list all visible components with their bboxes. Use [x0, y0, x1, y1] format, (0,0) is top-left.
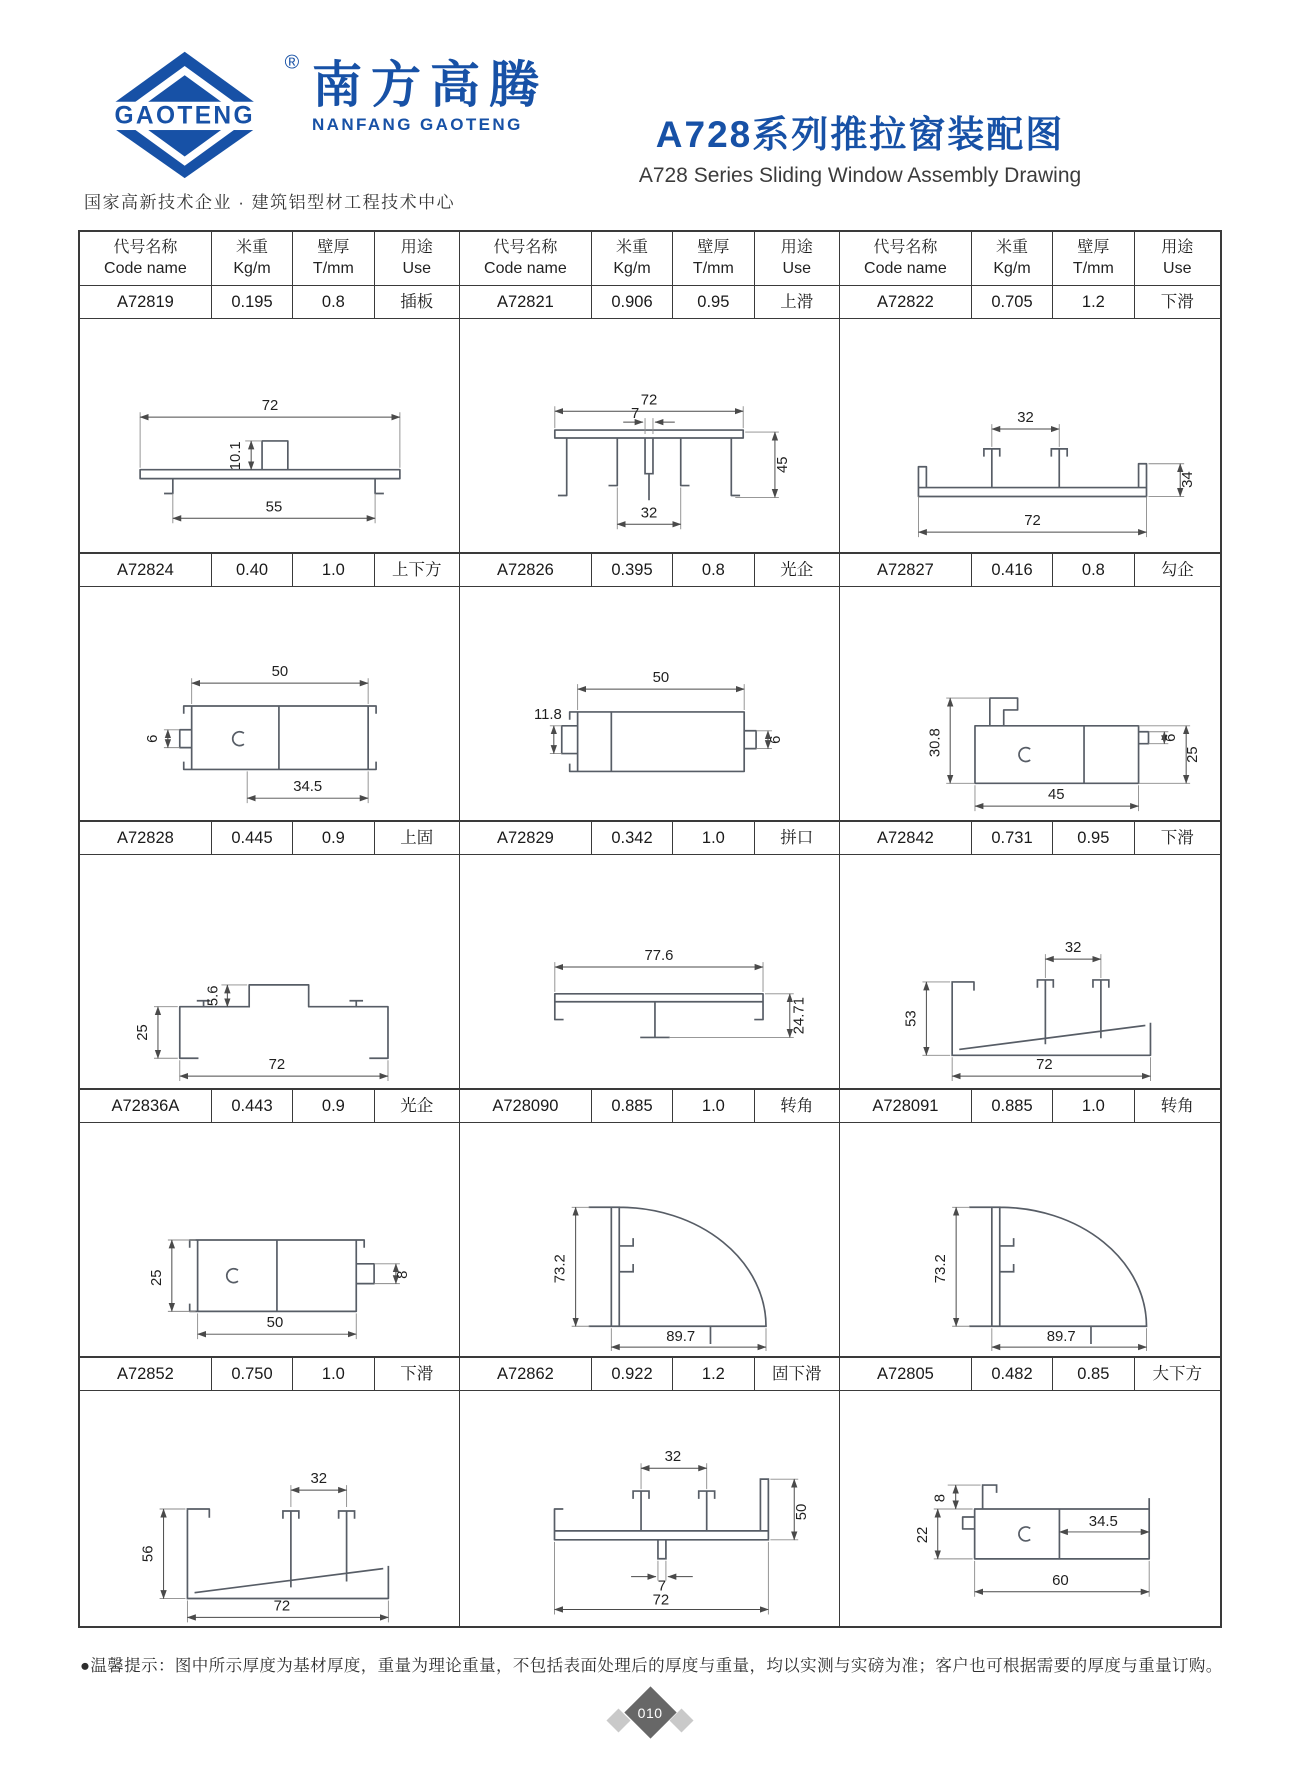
code-cell: A72819: [80, 286, 212, 319]
profile-svg: [80, 855, 459, 1088]
code-cell: A728090: [460, 1090, 592, 1123]
profile-outline: [140, 441, 400, 494]
profile-outline: [555, 430, 743, 499]
col-header-kg: 米重 Kg/m: [972, 232, 1053, 286]
page-title-en: A728 Series Sliding Window Assembly Drawing: [638, 164, 1082, 187]
profile-svg: [460, 1391, 839, 1626]
kg-cell: 0.416: [972, 554, 1053, 587]
brand-name-cn: 南方高腾: [312, 57, 548, 113]
extension-lines: [918, 424, 1184, 537]
profile-drawing-A72821: [460, 319, 840, 554]
page-number-diamonds: [608, 1694, 692, 1746]
profile-drawing-A72822: [840, 319, 1220, 554]
use-cell: 下滑: [1135, 286, 1220, 319]
profile-svg: [840, 319, 1220, 552]
code-cell: A72842: [840, 822, 972, 855]
dimension-label: 50: [271, 664, 289, 681]
code-cell: A72862: [460, 1358, 592, 1391]
use-cell: 光企: [375, 1090, 460, 1123]
profile-svg: [80, 587, 459, 820]
profile-svg: [460, 855, 839, 1088]
use-cell: 拼口: [755, 822, 840, 855]
dimension-label: 32: [1064, 940, 1082, 957]
t-cell: 1.2: [673, 1358, 754, 1391]
profile-svg: [840, 855, 1220, 1088]
col-header-t: 壁厚 T/mm: [673, 232, 754, 286]
brand-name-en: NANFANG GAOTENG: [312, 115, 523, 134]
profile-drawing-A728091: [840, 1123, 1220, 1358]
use-cell: 转角: [1135, 1090, 1220, 1123]
t-cell: 0.95: [1053, 822, 1134, 855]
gaoteng-logo: [82, 48, 310, 180]
page-number-badge: [624, 1686, 676, 1738]
dimension-label: 5.6: [205, 985, 222, 1007]
profile-drawing-A72827: [840, 587, 1220, 822]
dimension-label: 60: [1052, 1571, 1069, 1589]
drawing-row: [80, 1123, 1220, 1358]
profile-outline: [975, 698, 1149, 783]
dimension-label: 25: [148, 1269, 165, 1286]
footer-note: ●温馨提示：图中所示厚度为基材厚度，重量为理论重量，不包括表面处理后的厚度与重量，均以实测与实磅为准；客户也可根据需要的厚度与重量订购。: [80, 1657, 1223, 1675]
col-header-use: 用途 Use: [1135, 232, 1220, 286]
code-cell: A72827: [840, 554, 972, 587]
profile-outline: [555, 994, 763, 1038]
dimension-label: 50: [652, 670, 670, 687]
code-cell: A72836A: [80, 1090, 212, 1123]
profile-drawing-A72829: [460, 855, 840, 1090]
code-cell: A72805: [840, 1358, 972, 1391]
use-cell: 插板: [375, 286, 460, 319]
dimension-label: 56: [139, 1545, 157, 1563]
col-header-t: 壁厚 T/mm: [293, 232, 374, 286]
dimension-label: 72: [273, 1597, 291, 1615]
page-title-block: [560, 104, 1160, 188]
use-cell: 上下方: [375, 554, 460, 587]
dimension-label: 77.6: [644, 948, 674, 965]
extension-lines: [555, 406, 779, 529]
t-cell: 0.85: [1053, 1358, 1134, 1391]
dimension-label: 32: [664, 1448, 682, 1466]
dimension-label: 72: [1036, 1057, 1053, 1074]
code-cell: A72826: [460, 554, 592, 587]
kg-cell: 0.705: [972, 286, 1053, 319]
profile-svg: [840, 1123, 1220, 1356]
kg-cell: 0.482: [972, 1358, 1053, 1391]
dimension-label: 34.5: [293, 779, 323, 796]
company-subtitle: 国家高新技术企业 · 建筑铝型材工程技术中心: [84, 193, 456, 212]
code-cell: A72821: [460, 286, 592, 319]
dimension-label: 8: [394, 1270, 411, 1279]
registered-mark: ®: [284, 51, 300, 74]
profile-drawing-A72805: [840, 1391, 1220, 1626]
page-title-cn: A728系列推拉窗装配图: [655, 114, 1065, 155]
dimension-label: 25: [1185, 746, 1202, 763]
table-row: [80, 1090, 1220, 1123]
profile-svg: [460, 587, 839, 820]
profile-drawing-A72826: [460, 587, 840, 822]
t-cell: 0.8: [293, 286, 374, 319]
profile-svg: [460, 1123, 839, 1356]
extension-lines: [946, 698, 1190, 811]
dimension-label: 32: [640, 505, 658, 522]
profile-svg: [80, 1391, 459, 1626]
dimension-label: 45: [1048, 787, 1065, 804]
code-cell: A72852: [80, 1358, 212, 1391]
kg-cell: 0.443: [212, 1090, 293, 1123]
profile-svg: [80, 319, 459, 552]
dimension-label: 8: [931, 1493, 949, 1503]
col-header-t: 壁厚 T/mm: [1053, 232, 1134, 286]
profile-drawing-A72842: [840, 855, 1220, 1090]
dimension-label: 73.2: [933, 1254, 950, 1284]
extension-lines: [164, 678, 368, 803]
kg-cell: 0.885: [592, 1090, 673, 1123]
page-number: 010: [638, 1704, 663, 1721]
table-row: [80, 554, 1220, 587]
kg-cell: 0.342: [592, 822, 673, 855]
logo-text: GAOTENG: [114, 102, 255, 130]
dimension-label: 50: [793, 1503, 811, 1521]
profile-outline: [590, 1207, 766, 1346]
code-cell: A72829: [460, 822, 592, 855]
dimension-label: 55: [265, 499, 283, 516]
table-header-row: [80, 232, 1220, 286]
kg-cell: 0.885: [972, 1090, 1053, 1123]
t-cell: 1.0: [293, 1358, 374, 1391]
dimension-label: 11.8: [533, 706, 562, 723]
profile-outline: [562, 712, 756, 771]
use-cell: 上固: [375, 822, 460, 855]
table-row: [80, 822, 1220, 855]
dimension-label: 72: [1024, 513, 1041, 530]
page-number-area: [0, 1688, 1300, 1758]
profile-svg: [840, 587, 1220, 820]
use-cell: 固下滑: [755, 1358, 840, 1391]
t-cell: 0.8: [673, 554, 754, 587]
dimension-label: 24.71: [791, 997, 808, 1035]
t-cell: 1.2: [1053, 286, 1134, 319]
use-cell: 勾企: [1135, 554, 1220, 587]
kg-cell: 0.750: [212, 1358, 293, 1391]
col-header-kg: 米重 Kg/m: [212, 232, 293, 286]
dimension-label: 72: [652, 1591, 670, 1609]
drawing-row: [80, 1391, 1220, 1626]
profile-drawing-A72828: [80, 855, 460, 1090]
profile-drawing-A728090: [460, 1123, 840, 1358]
profile-outline: [180, 706, 376, 769]
t-cell: 1.0: [673, 1090, 754, 1123]
dimension-label: 6: [767, 735, 784, 744]
profile-drawing-A72824: [80, 587, 460, 822]
t-cell: 1.0: [293, 554, 374, 587]
dimension-label: 89.7: [666, 1329, 696, 1346]
kg-cell: 0.906: [592, 286, 673, 319]
col-header-use: 用途 Use: [755, 232, 840, 286]
kg-cell: 0.922: [592, 1358, 673, 1391]
dimension-label: 72: [261, 398, 279, 415]
dimension-label: 45: [774, 456, 791, 474]
code-cell: A72824: [80, 554, 212, 587]
use-cell: 上滑: [755, 286, 840, 319]
dimension-label: 32: [1017, 410, 1034, 427]
dimension-label: 6: [1163, 733, 1180, 742]
dimension-label: 34.5: [1088, 1512, 1118, 1530]
profile-svg: [460, 319, 839, 552]
profile-outline: [555, 1479, 769, 1559]
code-cell: A728091: [840, 1090, 972, 1123]
use-cell: 下滑: [1135, 822, 1220, 855]
dimension-label: 10.1: [228, 441, 245, 471]
dimension-label: 72: [268, 1057, 286, 1074]
kg-cell: 0.731: [972, 822, 1053, 855]
col-header-kg: 米重 Kg/m: [592, 232, 673, 286]
dimension-label: 89.7: [1046, 1329, 1076, 1346]
extension-lines: [931, 1485, 1149, 1597]
profile-outline: [918, 449, 1146, 497]
drawing-row: [80, 587, 1220, 822]
profile-drawing-A72862: [460, 1391, 840, 1626]
kg-cell: 0.395: [592, 554, 673, 587]
extension-lines: [555, 1463, 799, 1614]
dimension-label: 53: [903, 1010, 920, 1027]
col-header-code: 代号名称 Code name: [80, 232, 212, 286]
t-cell: 1.0: [1053, 1090, 1134, 1123]
col-header-use: 用途 Use: [375, 232, 460, 286]
dimension-label: 50: [266, 1315, 284, 1332]
t-cell: 1.0: [673, 822, 754, 855]
dimension-label: 7: [657, 1577, 667, 1595]
drawing-row: [80, 855, 1220, 1090]
extension-lines: [168, 1240, 400, 1339]
use-cell: 大下方: [1135, 1358, 1220, 1391]
use-cell: 转角: [755, 1090, 840, 1123]
t-cell: 0.95: [673, 286, 754, 319]
kg-cell: 0.445: [212, 822, 293, 855]
extension-lines: [555, 962, 794, 1037]
profile-outline: [963, 1485, 1150, 1559]
drawing-row: [80, 319, 1220, 554]
profile-drawing-A72819: [80, 319, 460, 554]
dimension-label: 7: [630, 406, 640, 423]
dimension-label: 22: [913, 1526, 931, 1544]
col-header-code: 代号名称 Code name: [840, 232, 972, 286]
table-row: [80, 1358, 1220, 1391]
kg-cell: 0.195: [212, 286, 293, 319]
dimension-label: 72: [640, 392, 658, 409]
dimension-label: 30.8: [927, 728, 944, 758]
use-cell: 光企: [755, 554, 840, 587]
t-cell: 0.8: [1053, 554, 1134, 587]
profile-drawing-A72852: [80, 1391, 460, 1626]
t-cell: 0.9: [293, 1090, 374, 1123]
profile-outline: [952, 980, 1150, 1055]
use-cell: 下滑: [375, 1358, 460, 1391]
dimension-label: 6: [144, 734, 161, 743]
profile-table: [78, 230, 1222, 1628]
table-row: [80, 286, 1220, 319]
dimension-label: 32: [310, 1470, 328, 1488]
profile-outline: [970, 1207, 1146, 1346]
profile-outline: [190, 1240, 374, 1311]
code-cell: A72828: [80, 822, 212, 855]
dimension-label: 25: [135, 1024, 152, 1041]
profile-svg: [80, 1123, 459, 1356]
dimension-label: 34: [1180, 471, 1197, 488]
col-header-code: 代号名称 Code name: [460, 232, 592, 286]
kg-cell: 0.40: [212, 554, 293, 587]
t-cell: 0.9: [293, 822, 374, 855]
profile-outline: [187, 1509, 388, 1599]
extension-lines: [550, 684, 772, 753]
dimension-label: 73.2: [552, 1254, 569, 1284]
profile-svg: [840, 1391, 1220, 1626]
profile-drawing-A72836A: [80, 1123, 460, 1358]
code-cell: A72822: [840, 286, 972, 319]
brand-block: [312, 58, 548, 135]
